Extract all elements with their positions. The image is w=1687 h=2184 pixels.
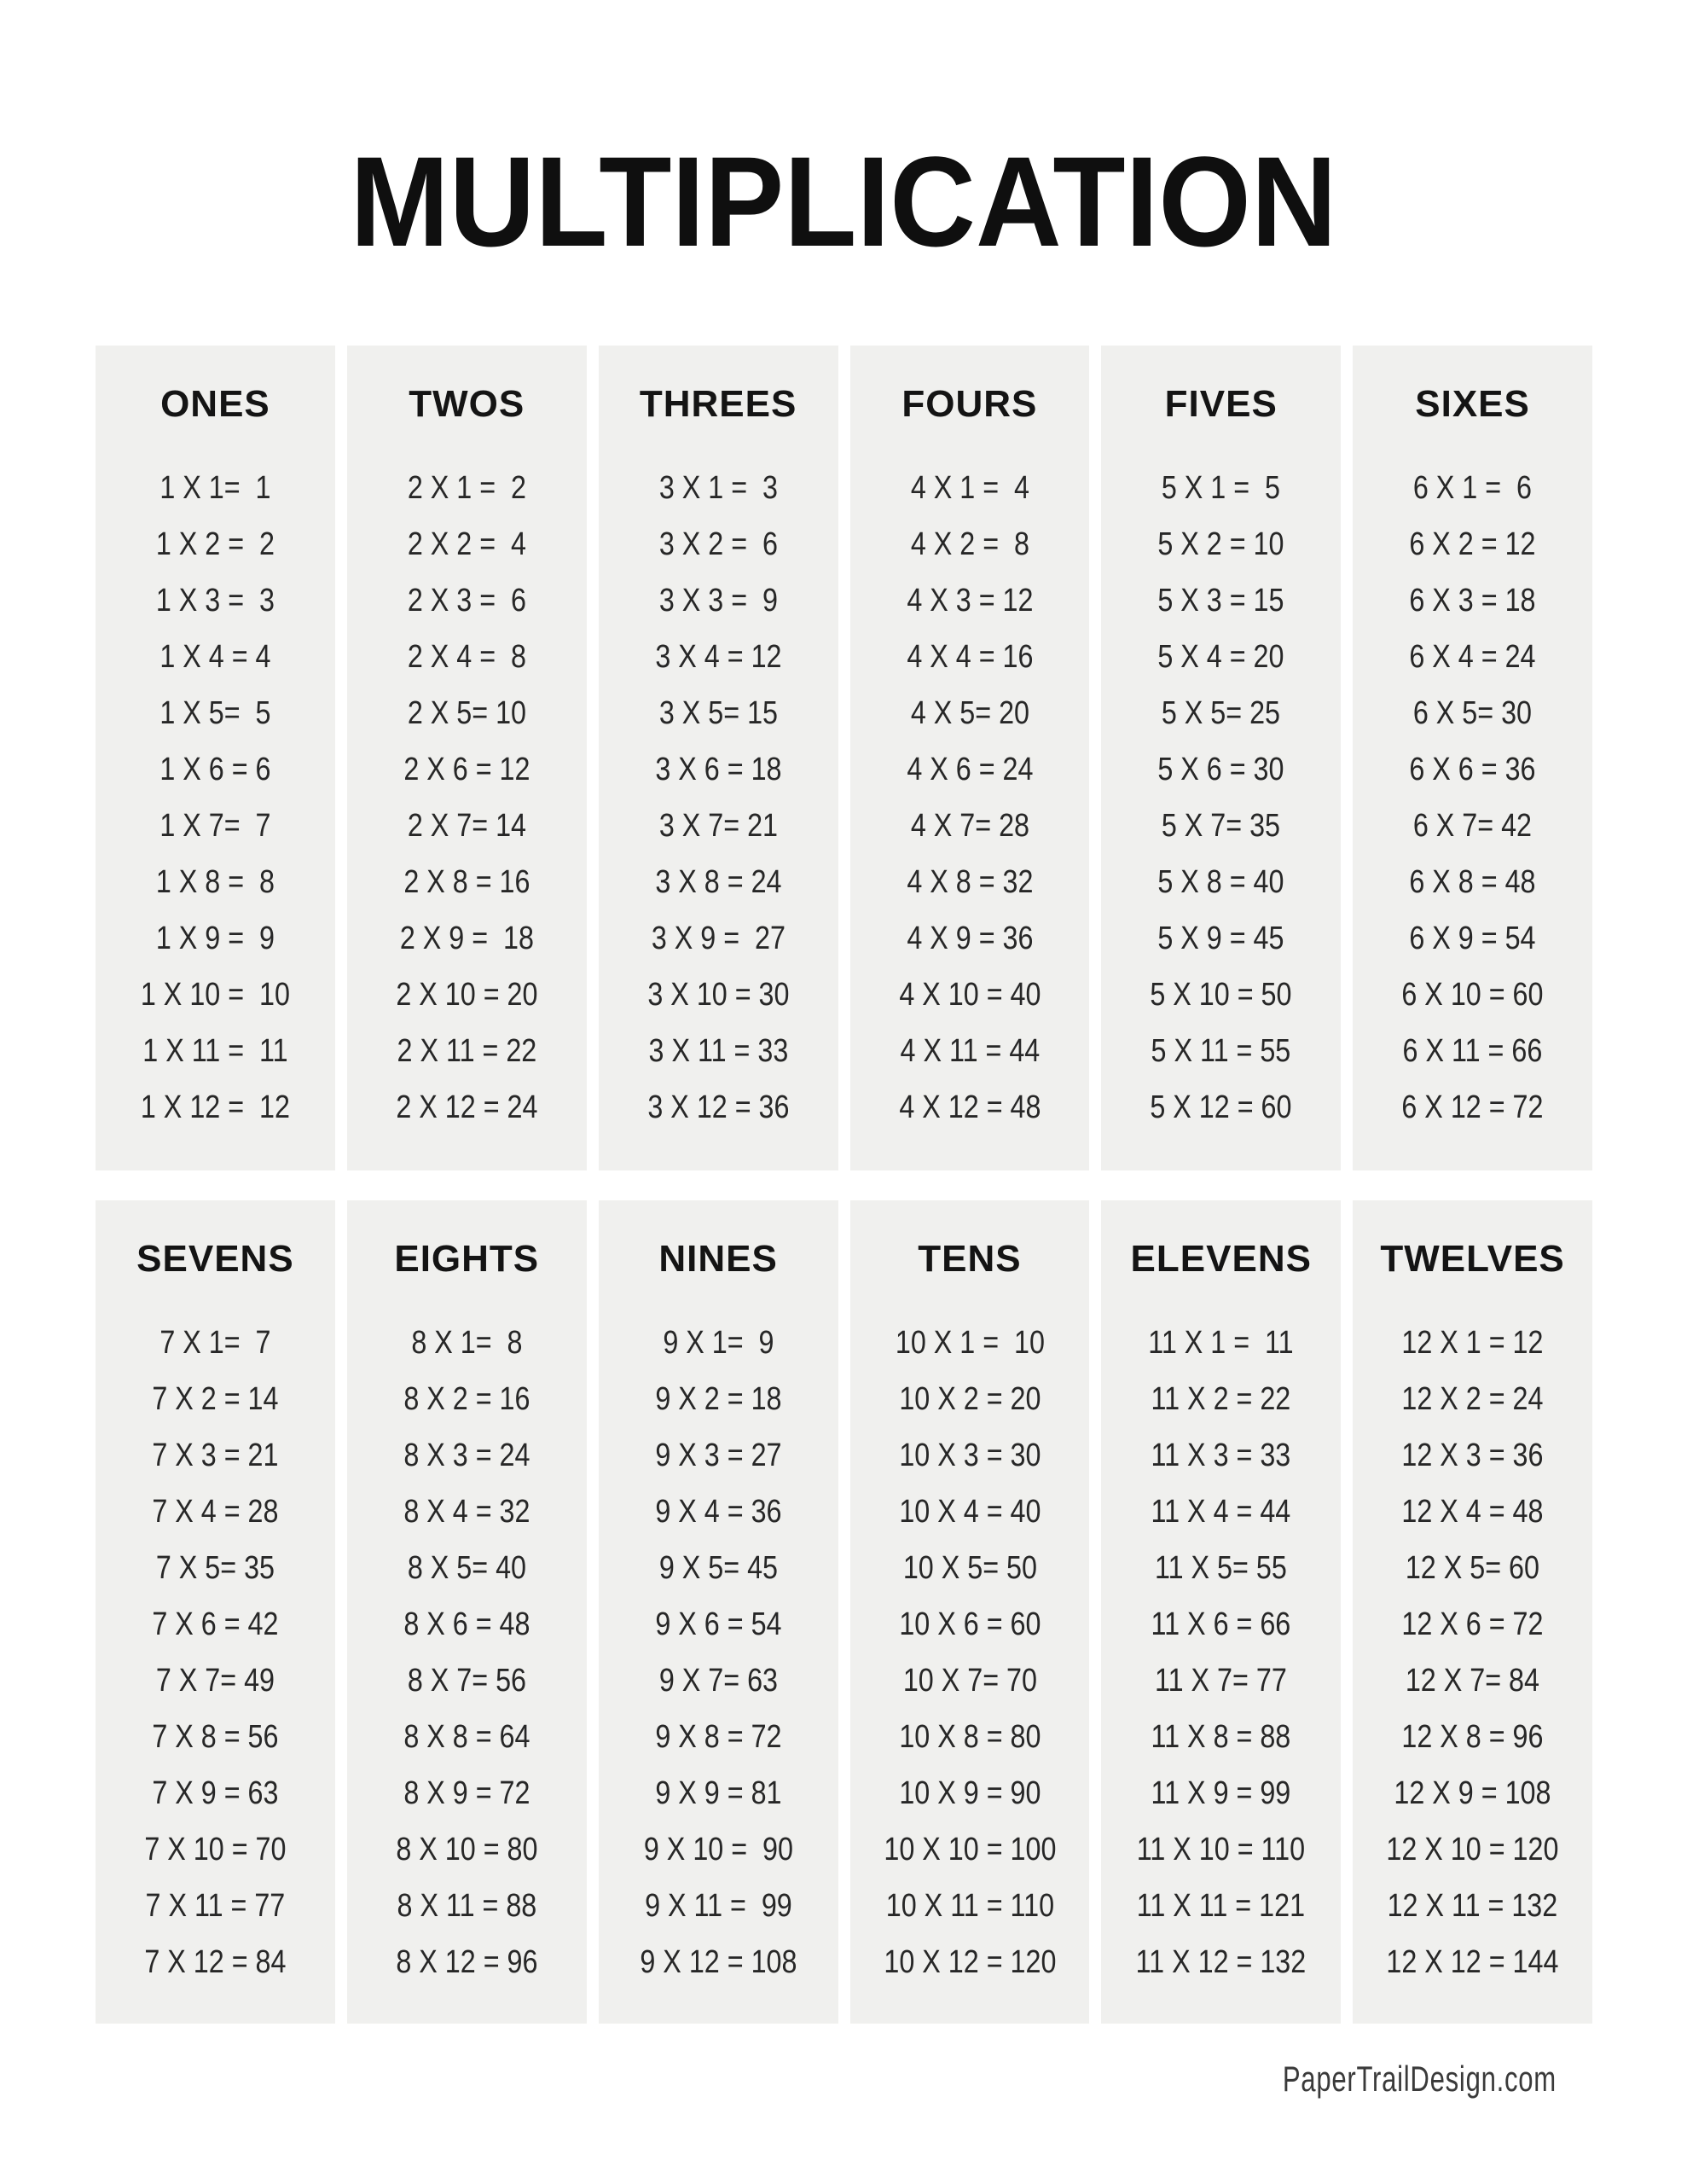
table-fours [850,346,1090,1170]
multiplication-fact: 2 X 4 = 8 [407,639,526,675]
multiplication-fact: 5 X 3 = 15 [1157,583,1284,619]
multiplication-fact: 3 X 4 = 12 [654,639,782,675]
fact-list-twos [365,460,569,1136]
multiplication-fact: 7 X 5= 35 [155,1550,275,1586]
multiplication-fact: 12 X 5= 60 [1405,1550,1540,1586]
table-nines [599,1200,838,2024]
multiplication-fact: 3 X 10 = 30 [647,977,790,1013]
tables-row-2 [96,1200,1592,2024]
multiplication-fact: 12 X 8 = 96 [1401,1719,1544,1755]
multiplication-fact: 7 X 7= 49 [155,1663,275,1699]
multiplication-fact: 10 X 12 = 120 [883,1944,1056,1980]
multiplication-fact: 8 X 8 = 64 [403,1719,530,1755]
table-header-elevens: ELEVENS [1130,1238,1312,1280]
table-header-ones: ONES [160,383,270,425]
fact-list-fours [868,460,1072,1136]
multiplication-fact: 10 X 8 = 80 [898,1719,1041,1755]
multiplication-fact: 1 X 3 = 3 [155,583,275,619]
multiplication-fact: 1 X 1= 1 [159,470,271,506]
multiplication-fact: 9 X 5= 45 [658,1550,778,1586]
multiplication-fact: 12 X 10 = 120 [1386,1832,1559,1867]
multiplication-fact: 3 X 3 = 9 [658,583,778,619]
multiplication-fact: 3 X 12 = 36 [647,1089,790,1125]
multiplication-fact: 8 X 10 = 80 [396,1832,538,1867]
multiplication-fact: 1 X 5= 5 [159,695,271,731]
multiplication-fact: 2 X 11 = 22 [397,1033,537,1069]
multiplication-fact: 8 X 6 = 48 [403,1606,530,1642]
table-ones [96,346,335,1170]
table-tens [850,1200,1090,2024]
fact-list-fives [1119,460,1323,1136]
table-sixes [1353,346,1592,1170]
multiplication-fact: 6 X 4 = 24 [1409,639,1536,675]
multiplication-fact: 1 X 4 = 4 [159,639,271,675]
multiplication-fact: 9 X 8 = 72 [654,1719,782,1755]
table-header-fours: FOURS [901,383,1038,425]
multiplication-fact: 3 X 7= 21 [658,808,778,844]
multiplication-fact: 2 X 3 = 6 [407,583,526,619]
multiplication-fact: 11 X 6 = 66 [1151,1606,1291,1642]
fact-list-ones [113,460,317,1136]
multiplication-fact: 5 X 11 = 55 [1151,1033,1291,1069]
multiplication-fact: 5 X 4 = 20 [1157,639,1284,675]
multiplication-fact: 7 X 9 = 63 [152,1775,279,1811]
multiplication-fact: 9 X 12 = 108 [640,1944,797,1980]
fact-list-twelves [1371,1315,1574,1990]
multiplication-fact: 9 X 6 = 54 [654,1606,782,1642]
multiplication-fact: 11 X 2 = 22 [1151,1381,1291,1417]
multiplication-fact: 4 X 9 = 36 [906,921,1033,956]
multiplication-fact: 5 X 8 = 40 [1157,864,1284,900]
multiplication-fact: 4 X 4 = 16 [906,639,1033,675]
fact-list-nines [617,1315,820,1990]
multiplication-fact: 7 X 11 = 77 [145,1888,286,1924]
fact-list-sevens [113,1315,317,1990]
table-header-nines: NINES [658,1238,778,1280]
multiplication-fact: 10 X 10 = 100 [883,1832,1056,1867]
multiplication-fact: 6 X 10 = 60 [1401,977,1544,1013]
multiplication-fact: 11 X 11 = 121 [1137,1888,1306,1924]
multiplication-fact: 11 X 8 = 88 [1151,1719,1291,1755]
table-twos [347,346,587,1170]
multiplication-fact: 3 X 2 = 6 [658,526,778,562]
multiplication-fact: 2 X 10 = 20 [396,977,538,1013]
table-header-twelves: TWELVES [1380,1238,1565,1280]
multiplication-fact: 9 X 7= 63 [658,1663,778,1699]
multiplication-fact: 12 X 1 = 12 [1401,1325,1544,1361]
multiplication-fact: 12 X 3 = 36 [1401,1438,1544,1473]
multiplication-fact: 5 X 1 = 5 [1162,470,1281,506]
multiplication-fact: 10 X 1 = 10 [895,1325,1045,1361]
multiplication-fact: 4 X 1 = 4 [910,470,1029,506]
tables-row-1 [96,346,1592,1170]
multiplication-fact: 6 X 9 = 54 [1409,921,1536,956]
multiplication-fact: 12 X 2 = 24 [1401,1381,1544,1417]
multiplication-fact: 6 X 3 = 18 [1409,583,1536,619]
multiplication-fact: 2 X 7= 14 [407,808,526,844]
multiplication-fact: 2 X 12 = 24 [396,1089,538,1125]
multiplication-fact: 7 X 4 = 28 [152,1494,279,1530]
multiplication-fact: 5 X 12 = 60 [1150,1089,1292,1125]
multiplication-fact: 4 X 10 = 40 [898,977,1041,1013]
multiplication-fact: 1 X 6 = 6 [159,752,271,787]
fact-list-elevens [1119,1315,1323,1990]
multiplication-fact: 3 X 9 = 27 [651,921,786,956]
multiplication-fact: 10 X 5= 50 [902,1550,1037,1586]
table-header-twos: TWOS [409,383,525,425]
multiplication-fact: 4 X 6 = 24 [906,752,1033,787]
multiplication-fact: 4 X 2 = 8 [910,526,1029,562]
multiplication-fact: 12 X 12 = 144 [1386,1944,1559,1980]
multiplication-fact: 11 X 10 = 110 [1137,1832,1306,1867]
multiplication-fact: 6 X 8 = 48 [1409,864,1536,900]
multiplication-fact: 7 X 1= 7 [159,1325,271,1361]
multiplication-fact: 8 X 7= 56 [407,1663,526,1699]
table-elevens [1101,1200,1341,2024]
multiplication-fact: 9 X 3 = 27 [654,1438,782,1473]
multiplication-fact: 2 X 8 = 16 [403,864,530,900]
multiplication-fact: 8 X 1= 8 [411,1325,523,1361]
multiplication-fact: 4 X 7= 28 [910,808,1029,844]
multiplication-fact: 10 X 9 = 90 [898,1775,1041,1811]
multiplication-fact: 6 X 12 = 72 [1401,1089,1544,1125]
multiplication-fact: 11 X 1 = 11 [1148,1325,1294,1361]
multiplication-fact: 8 X 3 = 24 [403,1438,530,1473]
multiplication-fact: 4 X 8 = 32 [906,864,1033,900]
multiplication-fact: 12 X 4 = 48 [1401,1494,1544,1530]
multiplication-fact: 5 X 2 = 10 [1157,526,1284,562]
multiplication-fact: 9 X 4 = 36 [654,1494,782,1530]
table-twelves [1353,1200,1592,2024]
multiplication-fact: 5 X 9 = 45 [1157,921,1284,956]
table-header-eights: EIGHTS [394,1238,540,1280]
multiplication-fact: 8 X 11 = 88 [397,1888,537,1924]
multiplication-fact: 10 X 2 = 20 [898,1381,1041,1417]
multiplication-fact: 11 X 5= 55 [1155,1550,1288,1586]
multiplication-fact: 11 X 4 = 44 [1151,1494,1291,1530]
multiplication-fact: 9 X 11 = 99 [644,1888,792,1924]
multiplication-fact: 9 X 1= 9 [662,1325,774,1361]
multiplication-fact: 12 X 11 = 132 [1387,1888,1558,1924]
multiplication-fact: 9 X 9 = 81 [654,1775,782,1811]
multiplication-fact: 9 X 10 = 90 [643,1832,793,1867]
multiplication-fact: 6 X 5= 30 [1412,695,1533,731]
fact-list-threes [617,460,820,1136]
multiplication-fact: 1 X 7= 7 [159,808,271,844]
multiplication-fact: 1 X 10 = 10 [140,977,290,1013]
multiplication-fact: 10 X 6 = 60 [898,1606,1041,1642]
table-header-sixes: SIXES [1415,383,1530,425]
multiplication-fact: 4 X 5= 20 [910,695,1029,731]
multiplication-fact: 10 X 4 = 40 [898,1494,1041,1530]
multiplication-fact: 6 X 11 = 66 [1402,1033,1543,1069]
multiplication-fact: 8 X 12 = 96 [396,1944,538,1980]
table-sevens [96,1200,335,2024]
multiplication-fact: 4 X 11 = 44 [900,1033,1040,1069]
table-threes [599,346,838,1170]
multiplication-fact: 5 X 10 = 50 [1150,977,1292,1013]
multiplication-fact: 12 X 7= 84 [1405,1663,1540,1699]
multiplication-fact: 7 X 8 = 56 [152,1719,279,1755]
multiplication-fact: 2 X 5= 10 [407,695,526,731]
multiplication-fact: 11 X 7= 77 [1155,1663,1288,1699]
multiplication-fact: 11 X 3 = 33 [1151,1438,1291,1473]
multiplication-fact: 11 X 9 = 99 [1151,1775,1291,1811]
multiplication-fact: 12 X 9 = 108 [1394,1775,1551,1811]
multiplication-fact: 5 X 7= 35 [1162,808,1281,844]
table-header-threes: THREES [639,383,797,425]
table-header-tens: TENS [918,1238,1022,1280]
multiplication-fact: 7 X 2 = 14 [152,1381,279,1417]
table-fives [1101,346,1341,1170]
multiplication-fact: 5 X 6 = 30 [1157,752,1284,787]
multiplication-fact: 3 X 1 = 3 [658,470,778,506]
multiplication-fact: 10 X 3 = 30 [898,1438,1041,1473]
multiplication-fact: 8 X 4 = 32 [403,1494,530,1530]
multiplication-fact: 7 X 3 = 21 [152,1438,279,1473]
multiplication-fact: 6 X 7= 42 [1412,808,1533,844]
multiplication-fact: 4 X 3 = 12 [906,583,1033,619]
multiplication-fact: 8 X 5= 40 [407,1550,526,1586]
multiplication-fact: 2 X 1 = 2 [407,470,526,506]
multiplication-fact: 7 X 12 = 84 [144,1944,287,1980]
multiplication-fact: 2 X 6 = 12 [403,752,530,787]
footer-watermark: PaperTrailDesign.com [1282,2059,1557,2099]
multiplication-fact: 7 X 10 = 70 [144,1832,287,1867]
table-header-sevens: SEVENS [136,1238,294,1280]
multiplication-fact: 6 X 2 = 12 [1409,526,1536,562]
multiplication-fact: 10 X 11 = 110 [885,1888,1054,1924]
multiplication-fact: 8 X 2 = 16 [403,1381,530,1417]
multiplication-fact: 3 X 6 = 18 [654,752,782,787]
multiplication-fact: 3 X 8 = 24 [654,864,782,900]
multiplication-fact: 5 X 5= 25 [1162,695,1281,731]
page-title: MULTIPLICATION [350,130,1337,273]
table-eights [347,1200,587,2024]
multiplication-fact: 9 X 2 = 18 [654,1381,782,1417]
table-header-fives: FIVES [1164,383,1278,425]
multiplication-fact: 1 X 9 = 9 [155,921,275,956]
multiplication-fact: 2 X 2 = 4 [407,526,526,562]
multiplication-fact: 7 X 6 = 42 [152,1606,279,1642]
multiplication-fact: 1 X 2 = 2 [155,526,275,562]
multiplication-fact: 3 X 5= 15 [658,695,778,731]
multiplication-fact: 8 X 9 = 72 [403,1775,530,1811]
multiplication-fact: 10 X 7= 70 [902,1663,1037,1699]
multiplication-fact: 6 X 1 = 6 [1412,470,1533,506]
fact-list-sixes [1371,460,1574,1136]
multiplication-fact: 3 X 11 = 33 [648,1033,788,1069]
multiplication-fact: 4 X 12 = 48 [898,1089,1041,1125]
multiplication-fact: 1 X 11 = 11 [142,1033,288,1069]
multiplication-fact: 11 X 12 = 132 [1135,1944,1307,1980]
multiplication-fact: 6 X 6 = 36 [1409,752,1536,787]
multiplication-fact: 1 X 8 = 8 [155,864,275,900]
fact-list-tens [868,1315,1072,1990]
multiplication-fact: 1 X 12 = 12 [140,1089,290,1125]
multiplication-fact: 2 X 9 = 18 [399,921,534,956]
fact-list-eights [365,1315,569,1990]
multiplication-fact: 12 X 6 = 72 [1401,1606,1544,1642]
